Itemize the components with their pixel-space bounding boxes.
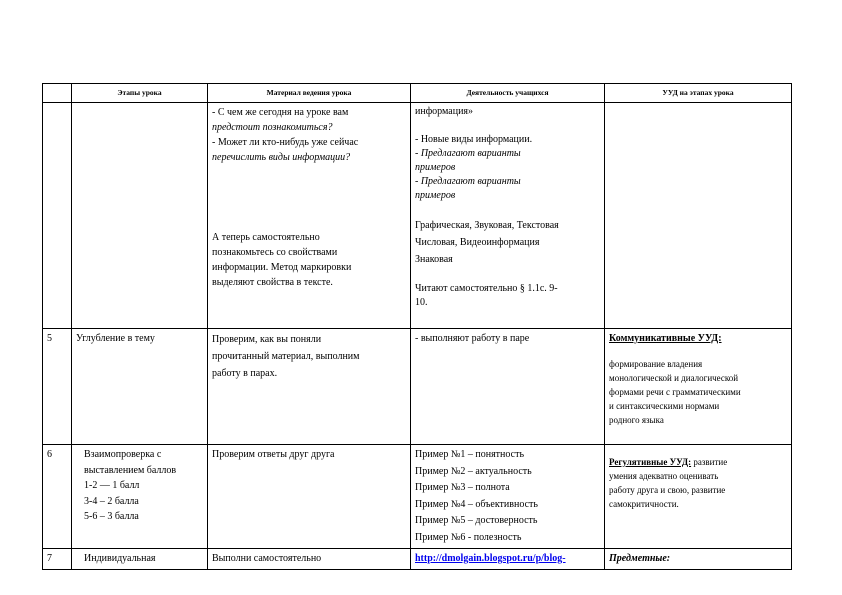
text-line: Графическая, Звуковая, Текстовая	[415, 220, 559, 231]
text-line: - Предлагают варианты	[415, 148, 521, 159]
row-activity	[411, 445, 605, 549]
text-line: Пример №5 – достоверность	[415, 515, 538, 526]
spacer	[415, 203, 600, 217]
row-stage	[72, 103, 208, 329]
row-stage: Индивидуальная	[72, 549, 208, 570]
text-line: 10.	[415, 297, 428, 308]
text-line: 1-2 — 1 балл	[84, 480, 140, 491]
row-uud	[605, 445, 792, 549]
text-line: 3-4 – 2 балла	[84, 495, 139, 507]
text-line: Пример №4 – объективность	[415, 498, 538, 510]
text-line: информации. Метод маркировки	[212, 262, 352, 273]
text-line: выставлением баллов	[84, 464, 177, 476]
spacer	[609, 347, 787, 357]
text-line: перечислить виды информации?	[212, 152, 351, 163]
text-line: Пример №6 - полезность	[415, 531, 522, 543]
lesson-plan-table	[42, 83, 792, 570]
header-stages: Этапы урока	[72, 84, 208, 103]
uud-title-line	[609, 455, 787, 469]
text-line: Пример №3 – полнота	[415, 482, 510, 493]
uud-title: Регулятивные УУД:	[609, 457, 692, 467]
text-line: Взаимопроверка с	[84, 449, 162, 460]
text-line: Числовая, Видеоинформация	[415, 237, 540, 248]
text-line: Пример №1 – понятность	[415, 449, 525, 460]
text-line: Знаковая	[415, 254, 453, 265]
row-num: 6	[43, 445, 72, 549]
row-material	[208, 329, 411, 445]
row-activity: - выполняют работу в паре	[411, 329, 605, 445]
text-line: - Предлагают варианты	[415, 176, 521, 187]
text-line: работу в парах.	[212, 368, 278, 379]
text-line: - Новые виды информации.	[415, 134, 533, 145]
text-line: формирование владения	[609, 358, 703, 369]
text-line: - С чем же сегодня на уроке вам	[212, 107, 349, 118]
table-row	[43, 549, 792, 570]
text-line: самокритичности.	[609, 499, 679, 509]
text-line: работу друга и свою, развитие	[609, 485, 726, 495]
spacer	[212, 165, 406, 225]
row-uud	[605, 329, 792, 445]
text-line: примеров	[415, 162, 456, 173]
blog-link[interactable]: http://dmolgain.blogspot.ru/p/blog-	[415, 553, 566, 564]
header-material: Материал ведения урока	[208, 84, 411, 103]
text-line: информация»	[415, 106, 474, 117]
text-line: монологической и диалогической	[609, 372, 739, 383]
uud-title: Коммуникативные УУД:	[609, 333, 722, 344]
table-row	[43, 445, 792, 549]
uud-title-rest: развитие	[691, 457, 728, 467]
spacer	[415, 268, 600, 282]
row-activity	[411, 103, 605, 329]
text-line: выделяют свойства в тексте.	[212, 277, 333, 288]
uud-title: Предметные:	[609, 553, 671, 564]
text-line: 5-6 – 3 балла	[84, 511, 139, 522]
row-num: 7	[43, 549, 72, 570]
row-uud	[605, 549, 792, 570]
text-line: и синтаксическими нормами	[609, 400, 720, 411]
row-material	[208, 103, 411, 329]
table-row	[43, 103, 792, 329]
text-line: А теперь самостоятельно	[212, 232, 320, 243]
row-uud	[605, 103, 792, 329]
text-line: Проверим, как вы поняли	[212, 334, 322, 345]
text-line: родного языка	[609, 414, 664, 425]
text-line: прочитанный материал, выполним	[212, 351, 360, 362]
spacer	[415, 119, 600, 133]
text-line: формами речи с грамматическими	[609, 386, 741, 397]
row-material: Выполни самостоятельно	[208, 549, 411, 570]
text-line: предстоит познакомиться?	[212, 122, 333, 133]
row-stage: Углубление в тему	[72, 329, 208, 445]
text-line: Пример №2 – актуальность	[415, 465, 532, 477]
row-activity	[411, 549, 605, 570]
table-row	[43, 329, 792, 445]
row-material: Проверим ответы друг друга	[208, 445, 411, 549]
header-uud: УУД на этапах урока	[605, 84, 792, 103]
text-line: познакомьтесь со свойствами	[212, 247, 338, 258]
row-num	[43, 103, 72, 329]
row-stage	[72, 445, 208, 549]
text-line: умения адекватно оценивать	[609, 471, 719, 481]
text-line: Читают самостоятельно § 1.1с. 9-	[415, 283, 558, 294]
text-line: - Может ли кто-нибудь уже сейчас	[212, 137, 359, 148]
text-line: примеров	[415, 190, 456, 201]
header-activity: Деятельность учащихся	[411, 84, 605, 103]
table-header-row	[43, 84, 792, 103]
row-num: 5	[43, 329, 72, 445]
header-num	[43, 84, 72, 103]
